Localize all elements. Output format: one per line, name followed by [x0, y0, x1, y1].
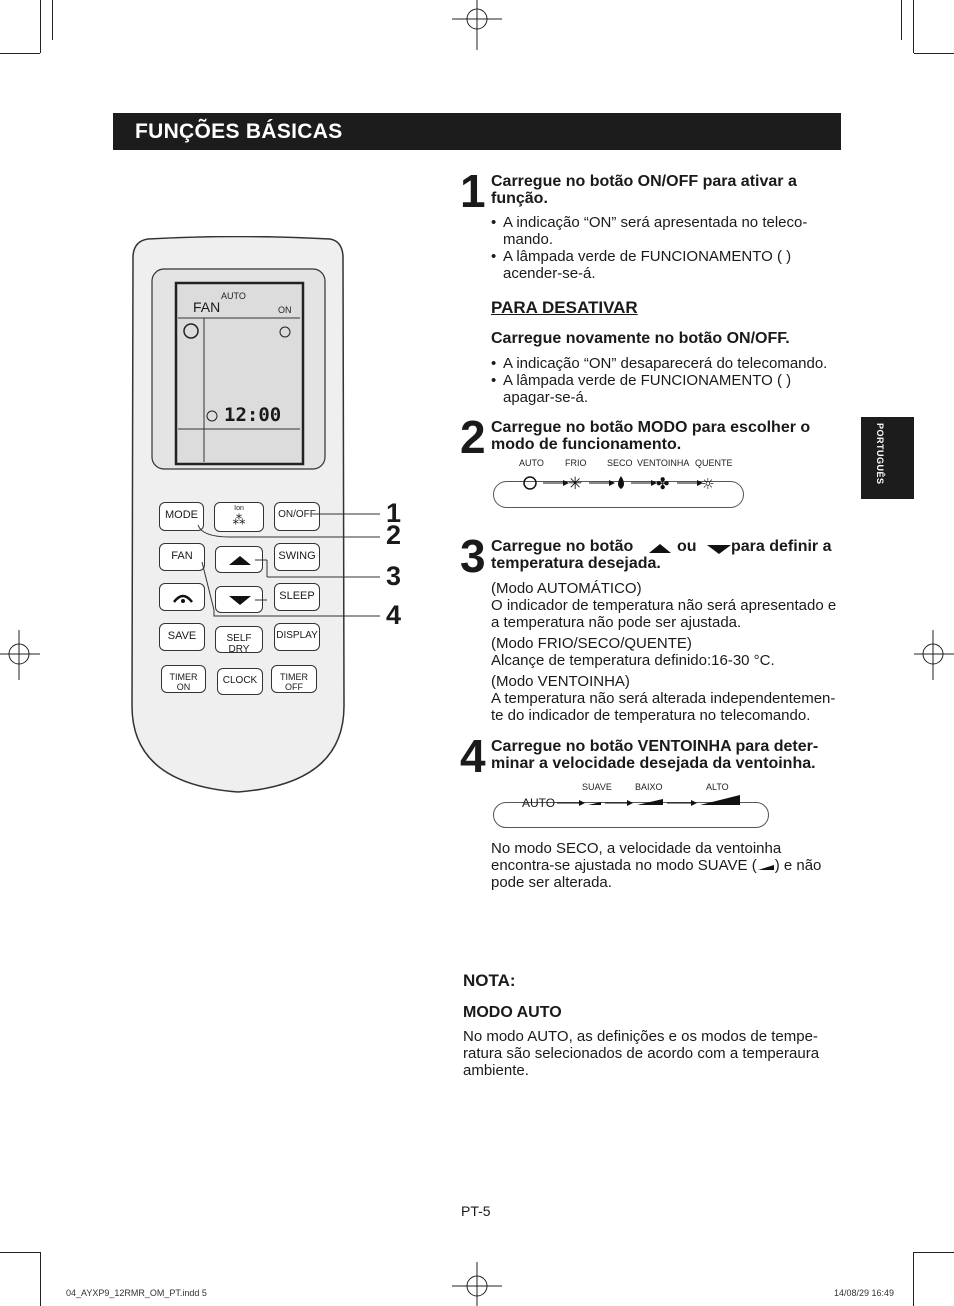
fan-speed-icons — [555, 792, 745, 808]
clock-button[interactable]: CLOCK — [217, 668, 263, 695]
nota-text: No modo AUTO, as definições e os modos de tempe-ratura são selecionados de acordo com a temperaura ambiente. — [463, 1028, 820, 1079]
step3-text-ventoinha: A temperatura não será alterada independentemen-te do indicador de temperatura no telecomando. — [491, 690, 836, 724]
display-mode-label: AUTO — [221, 291, 246, 301]
para-desativar-bullets — [491, 355, 841, 406]
svg-text:✤: ✤ — [656, 474, 670, 493]
banner-title: FUNÇÕES BÁSICAS — [135, 120, 343, 143]
registration-mark — [0, 630, 40, 680]
step1-heading: Carregue no botão ON/OFF para ativar a função. — [491, 173, 797, 207]
crop-mark — [914, 1252, 954, 1253]
svg-text:✳: ✳ — [568, 474, 583, 494]
crop-mark — [0, 53, 40, 54]
crop-mark — [40, 0, 41, 53]
ion-button[interactable]: Ion ⁂ — [214, 502, 264, 532]
nota-title: NOTA: — [463, 971, 516, 990]
nota-subtitle: MODO AUTO — [463, 1004, 562, 1021]
crop-mark — [913, 1252, 914, 1306]
step-number: 4 — [460, 730, 486, 782]
callout-1: 1 — [386, 498, 402, 528]
registration-mark — [452, 1262, 502, 1306]
step3-text-frio: Alcançe de temperatura definido:16-30 °C. — [491, 652, 775, 669]
step3-mode-ventoinha: (Modo VENTOINHA) — [491, 673, 630, 690]
callout-2: 2 — [386, 520, 402, 550]
section-banner — [113, 113, 841, 150]
speed-label-auto: AUTO — [522, 796, 556, 810]
crop-mark — [40, 1252, 41, 1306]
step3-heading-c2: temperatura desejada. — [491, 555, 661, 572]
registration-mark — [914, 630, 954, 680]
suave-speed-icon — [757, 861, 775, 871]
crop-mark — [0, 1252, 40, 1253]
sleep-button[interactable]: SLEEP — [274, 583, 320, 611]
timer-off-button[interactable]: TIMER OFF — [271, 665, 317, 693]
crop-mark — [913, 0, 914, 53]
step3-heading-a: Carregue no botão — [491, 538, 634, 555]
mode-label-ventoinha: VENTOINHA — [637, 458, 690, 468]
step1-bullets — [491, 214, 836, 282]
display-time: 12:00 — [224, 404, 282, 426]
crop-mark — [52, 0, 53, 40]
callout-3: 3 — [386, 561, 402, 591]
step3-heading-c1: para definir a — [731, 538, 832, 555]
timer-on-button[interactable]: TIMER ON — [161, 665, 206, 693]
callout-4: 4 — [386, 600, 402, 630]
display-on-label: ON — [278, 305, 292, 315]
onoff-button[interactable]: ON/OFF — [274, 502, 320, 531]
mode-cycle-icons — [515, 470, 725, 496]
print-date: 14/08/29 16:49 — [834, 1288, 895, 1298]
step-number: 3 — [460, 530, 486, 582]
registration-mark — [452, 0, 502, 50]
list-item: • A indicação “ON” será apresentada no teleco-mando. — [491, 214, 836, 248]
triangle-up-icon — [648, 542, 672, 554]
mode-label-quente: QUENTE — [695, 458, 733, 468]
list-item: • A lâmpada verde de FUNCIONAMENTO ( ) acender-se-á. — [491, 248, 836, 282]
step-number: 2 — [460, 411, 486, 463]
display-fan-label: FAN — [193, 299, 221, 315]
step3-mode-frio: (Modo FRIO/SECO/QUENTE) — [491, 635, 692, 652]
step3-notes — [491, 580, 843, 724]
page-number: PT-5 — [461, 1203, 491, 1219]
crop-mark — [901, 0, 902, 40]
speed-label-baixo: BAIXO — [635, 782, 663, 792]
ion-icon: ⁂ — [232, 512, 246, 527]
step4-note: No modo SECO, a velocidade da ventoinha encontra-se ajustada no modo SUAVE ( ) e não pode ser alterada. — [491, 840, 822, 891]
para-desativar-title: PARA DESATIVAR — [491, 298, 638, 317]
mode-label-seco: SECO — [607, 458, 633, 468]
display-button[interactable]: DISPLAY — [274, 623, 320, 651]
crop-mark — [914, 53, 954, 54]
step3-heading-b: ou — [677, 538, 697, 555]
list-item: • A lâmpada verde de FUNCIONAMENTO ( ) apagar-se-á. — [491, 372, 841, 406]
fan-button[interactable]: FAN — [159, 543, 205, 571]
list-item: • A indicação “ON” desaparecerá do telecomando. — [491, 355, 841, 372]
step3-mode-auto: (Modo AUTOMÁTICO) — [491, 580, 642, 597]
para-desativar-heading: Carregue novamente no botão ON/OFF. — [491, 330, 790, 347]
language-tab-label: PORTUGUÊS — [875, 423, 885, 485]
file-name: 04_AYXP9_12RMR_OM_PT.indd 5 — [66, 1288, 207, 1298]
mode-button[interactable]: MODE — [159, 502, 204, 531]
callout-lines — [180, 490, 390, 640]
step3-text-auto: O indicador de temperatura não será apresentado e a temperatura não pode ser ajustada. — [491, 597, 837, 631]
language-tab — [861, 417, 914, 499]
step-number: 1 — [460, 165, 486, 217]
save-button[interactable]: SAVE — [159, 623, 205, 651]
svg-text:☼: ☼ — [701, 475, 715, 493]
mode-label-auto: AUTO — [519, 458, 544, 468]
swing-button[interactable]: SWING — [274, 543, 320, 571]
step2-heading: Carregue no botão MODO para escolher o modo de funcionamento. — [491, 419, 811, 453]
mode-label-frio: FRIO — [565, 458, 587, 468]
speed-label-alto: ALTO — [706, 782, 729, 792]
triangle-down-icon — [706, 543, 732, 555]
selfdry-button[interactable]: SELF DRY — [215, 626, 263, 653]
speed-label-suave: SUAVE — [582, 782, 612, 792]
step4-heading: Carregue no botão VENTOINHA para deter-minar a velocidade desejada da ventoinha. — [491, 738, 819, 772]
